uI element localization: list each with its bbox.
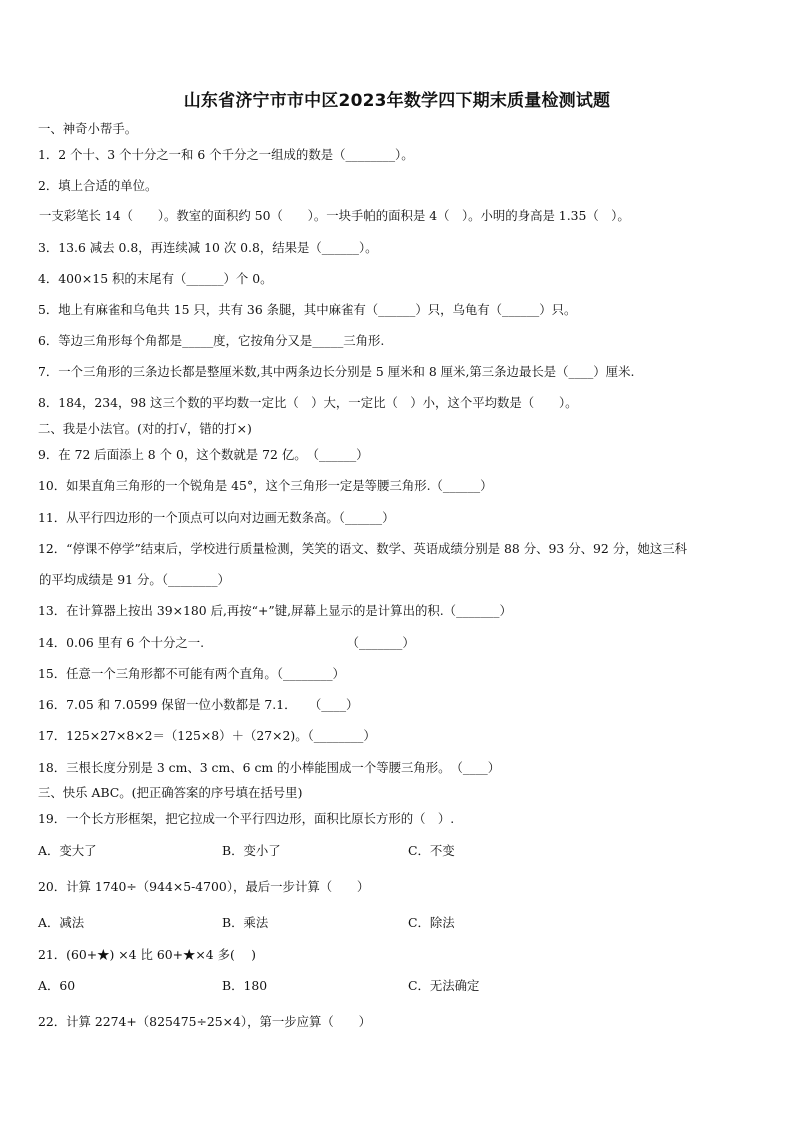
q20-option-a: A．减法: [38, 915, 85, 930]
question-17: 17．125×27×8×2＝（125×8）＋（27×2)。（________）: [38, 728, 376, 743]
question-8: 8．184，234，98 这三个数的平均数一定比（ ）大，一定比（ ）小，这个平均数是（ ）。: [38, 395, 578, 410]
question-10: 10．如果直角三角形的一个锐角是 45°，这个三角形一定是等腰三角形.（______）: [38, 478, 493, 493]
q21-option-c: C．无法确定: [408, 978, 480, 993]
q21-option-a: A．60: [38, 978, 76, 993]
question-18: 18．三根长度分别是 3 cm、3 cm、6 cm 的小棒能围成一个等腰三角形。 （____）: [38, 760, 501, 775]
question-19: 19．一个长方形框架，把它拉成一个平行四边形，面积比原长方形的（ ）.: [38, 811, 455, 826]
question-3: 3．13.6 减去 0.8，再连续减 10 次 0.8，结果是（______）。: [38, 240, 378, 255]
question-7: 7．一个三角形的三条边长都是整厘米数,其中两条边长分别是 5 厘米和 8 厘米,第三条边最长是（____）厘米.: [38, 364, 635, 379]
question-22: 22．计算 2274+（825475÷25×4），第一步应算（ ）: [38, 1014, 371, 1029]
q19-option-c: C．不变: [408, 843, 455, 858]
question-12-continued: 的平均成绩是 91 分。（________）: [39, 572, 230, 587]
question-12: 12．“停课不停学”结束后，学校进行质量检测，笑笑的语文、数学、英语成绩分别是 88 分、93 分、92 分，她这三科: [38, 541, 688, 556]
page-title: 山东省济宁市市中区2023年数学四下期末质量检测试题: [183, 91, 611, 111]
question-1: 1．2 个十、3 个十分之一和 6 个千分之一组成的数是（________）。: [38, 147, 414, 162]
question-6: 6．等边三角形每个角都是_____度，它按角分又是_____三角形.: [38, 333, 385, 348]
q19-option-b: B．变小了: [222, 843, 281, 858]
question-2-content: 一支彩笔长 14（ ）。教室的面积约 50（ ）。一块手帕的面积是 4（ ）。小明的身高是 1.35（ ）。: [39, 208, 630, 223]
question-5: 5．地上有麻雀和乌龟共 15 只，共有 36 条腿，其中麻雀有（______）只，乌龟有（______）只。: [38, 302, 577, 317]
question-15: 15．任意一个三角形都不可能有两个直角。（________）: [38, 666, 345, 681]
question-14: 14．0.06 里有 6 个十分之一. （_______）: [38, 635, 415, 650]
question-4: 4．400×15 积的末尾有（______）个 0。: [38, 271, 273, 286]
question-20: 20．计算 1740÷（944×5-4700），最后一步计算（ ）: [38, 879, 370, 894]
q20-option-c: C．除法: [408, 915, 455, 930]
question-9: 9．在 72 后面添上 8 个 0，这个数就是 72 亿。 （______）: [38, 447, 369, 462]
question-16: 16．7.05 和 7.0599 保留一位小数都是 7.1． （____）: [38, 697, 359, 712]
question-2: 2．填上合适的单位。: [38, 178, 158, 193]
question-11: 11．从平行四边形的一个顶点可以向对边画无数条高。（______）: [38, 510, 395, 525]
q19-option-a: A．变大了: [38, 843, 97, 858]
section-1-heading: 一、神奇小帮手。: [38, 121, 138, 136]
question-21: 21．(60+★) ×4 比 60+★×4 多( ): [38, 947, 256, 962]
q20-option-b: B．乘法: [222, 915, 269, 930]
q21-option-b: B．180: [222, 978, 268, 993]
section-2-heading: 二、我是小法官。(对的打√，错的打×): [38, 421, 252, 436]
section-3-heading: 三、快乐 ABC。(把正确答案的序号填在括号里): [38, 785, 303, 800]
question-13: 13．在计算器上按出 39×180 后,再按“+”键,屏幕上显示的是计算出的积.（_______）: [38, 603, 512, 618]
